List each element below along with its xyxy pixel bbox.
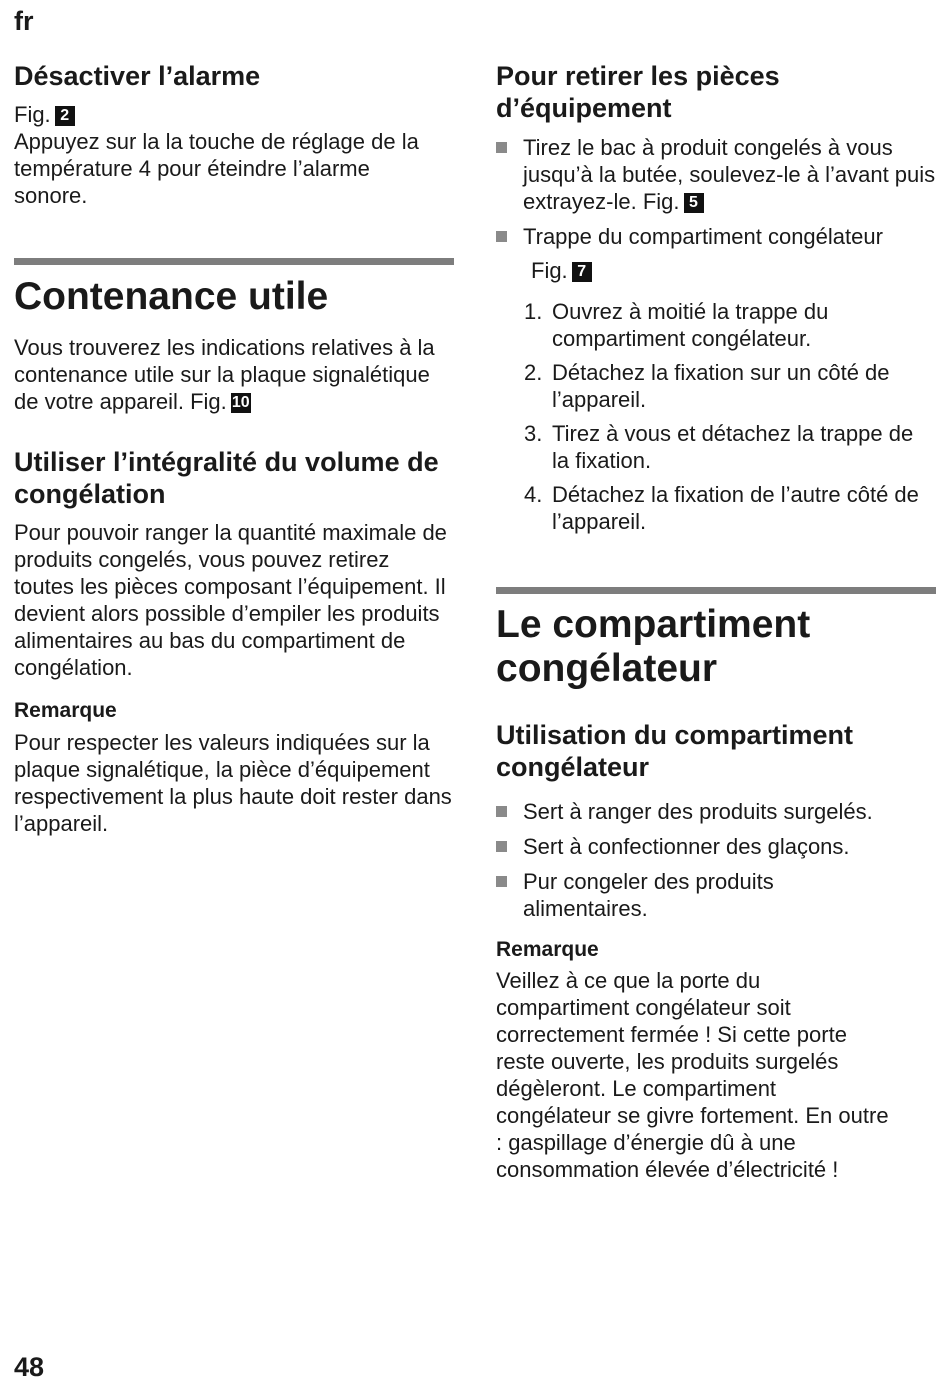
list-item-text: Sert à ranger des produits surgelés. [523,799,873,824]
list-item-text: Tirez le bac à produit congelés à vous jusqu’à la butée, soulevez-le à l’avant puis extrayez-le. Fig. [523,135,936,214]
bullet-square-icon [496,841,507,852]
figure-badge: 10 [231,394,250,411]
step-number: 3. [524,421,543,446]
step-number: 1. [524,299,543,324]
step-text: Ouvrez à moitié la trappe du compartiment congélateur. [552,299,829,351]
note-text: Pour respecter les valeurs indiquées sur la plaque signalétique, la pièce d’équipement respectivement la plus haute doit rester dans l’appareil. [14,730,452,836]
note-label: Remarque [496,938,599,961]
remove-parts-list [496,134,936,250]
bullet-square-icon [496,806,507,817]
fig-label: Fig. [531,258,568,283]
step-item [496,298,936,352]
freezer-heading: Le compartiment congélateur [496,603,811,690]
full-volume-text: Pour pouvoir ranger la quantité maximale de produits congelés, vous pouvez retirez toutes les pièces composant l’équipement. Il devient alors possible d’empiler les produits alimentaires au bas du compartiment de congélation. [14,520,447,680]
section-divider [496,587,936,594]
note-label: Remarque [14,699,117,722]
page-number: 48 [14,1352,45,1382]
note-text: Veillez à ce que la porte du compartiment congélateur soit correctement fermée ! Si cette porte reste ouverte, les produits surgelés dégèleront. Le compartiment congélateur se givre fortement. En outre : gaspillage d’énergie dû à une consommation élevée d’électricité ! [496,968,889,1182]
figure-badge: 7 [572,262,592,282]
alarm-text: Appuyez sur la la touche de réglage de la température 4 pour éteindre l’alarme sonore. [14,129,419,208]
capacity-text-body: Vous trouverez les indications relatives à la contenance utile sur la plaque signalétique de votre appareil. Fig. [14,335,435,414]
list-item [496,134,936,215]
alarm-fig-ref [14,101,75,128]
step-text: Détachez la fixation de l’autre côté de l’appareil. [552,482,919,534]
step-item [496,420,936,474]
figure-badge: 2 [55,106,75,126]
list-item [496,223,936,250]
list-item-text: Sert à confectionner des glaçons. [523,834,850,859]
step-item [496,359,936,413]
bullet-square-icon [496,231,507,242]
alarm-heading: Désactiver l’alarme [14,61,261,91]
steps-list [496,298,936,542]
remove-parts-heading: Pour retirer les pièces d’équipement [496,61,780,123]
freezer-subheading: Utilisation du compartiment congélateur [496,720,854,782]
list-item [496,798,936,825]
full-volume-heading: Utiliser l’intégralité du volume de congélation [14,447,439,509]
step-number: 4. [524,482,543,507]
step-text: Détachez la fixation sur un côté de l’appareil. [552,360,890,412]
list-item-text: Pur congeler des produits alimentaires. [523,869,774,921]
figure-badge: 5 [684,193,704,213]
list-item [496,868,823,922]
freezer-uses-list [496,798,936,922]
bullet-square-icon [496,142,507,153]
step-item [496,481,936,535]
capacity-heading: Contenance utile [14,275,329,318]
fig-label: Fig. [14,102,51,127]
capacity-text [14,334,439,415]
bullet-square-icon [496,876,507,887]
language-code: fr [14,6,34,36]
step-text: Tirez à vous et détachez la trappe de la fixation. [552,421,914,473]
trap-fig-ref [531,257,592,284]
section-divider [14,258,454,265]
list-item-text: Trappe du compartiment congélateur [523,224,883,249]
list-item [496,833,936,860]
step-number: 2. [524,360,543,385]
